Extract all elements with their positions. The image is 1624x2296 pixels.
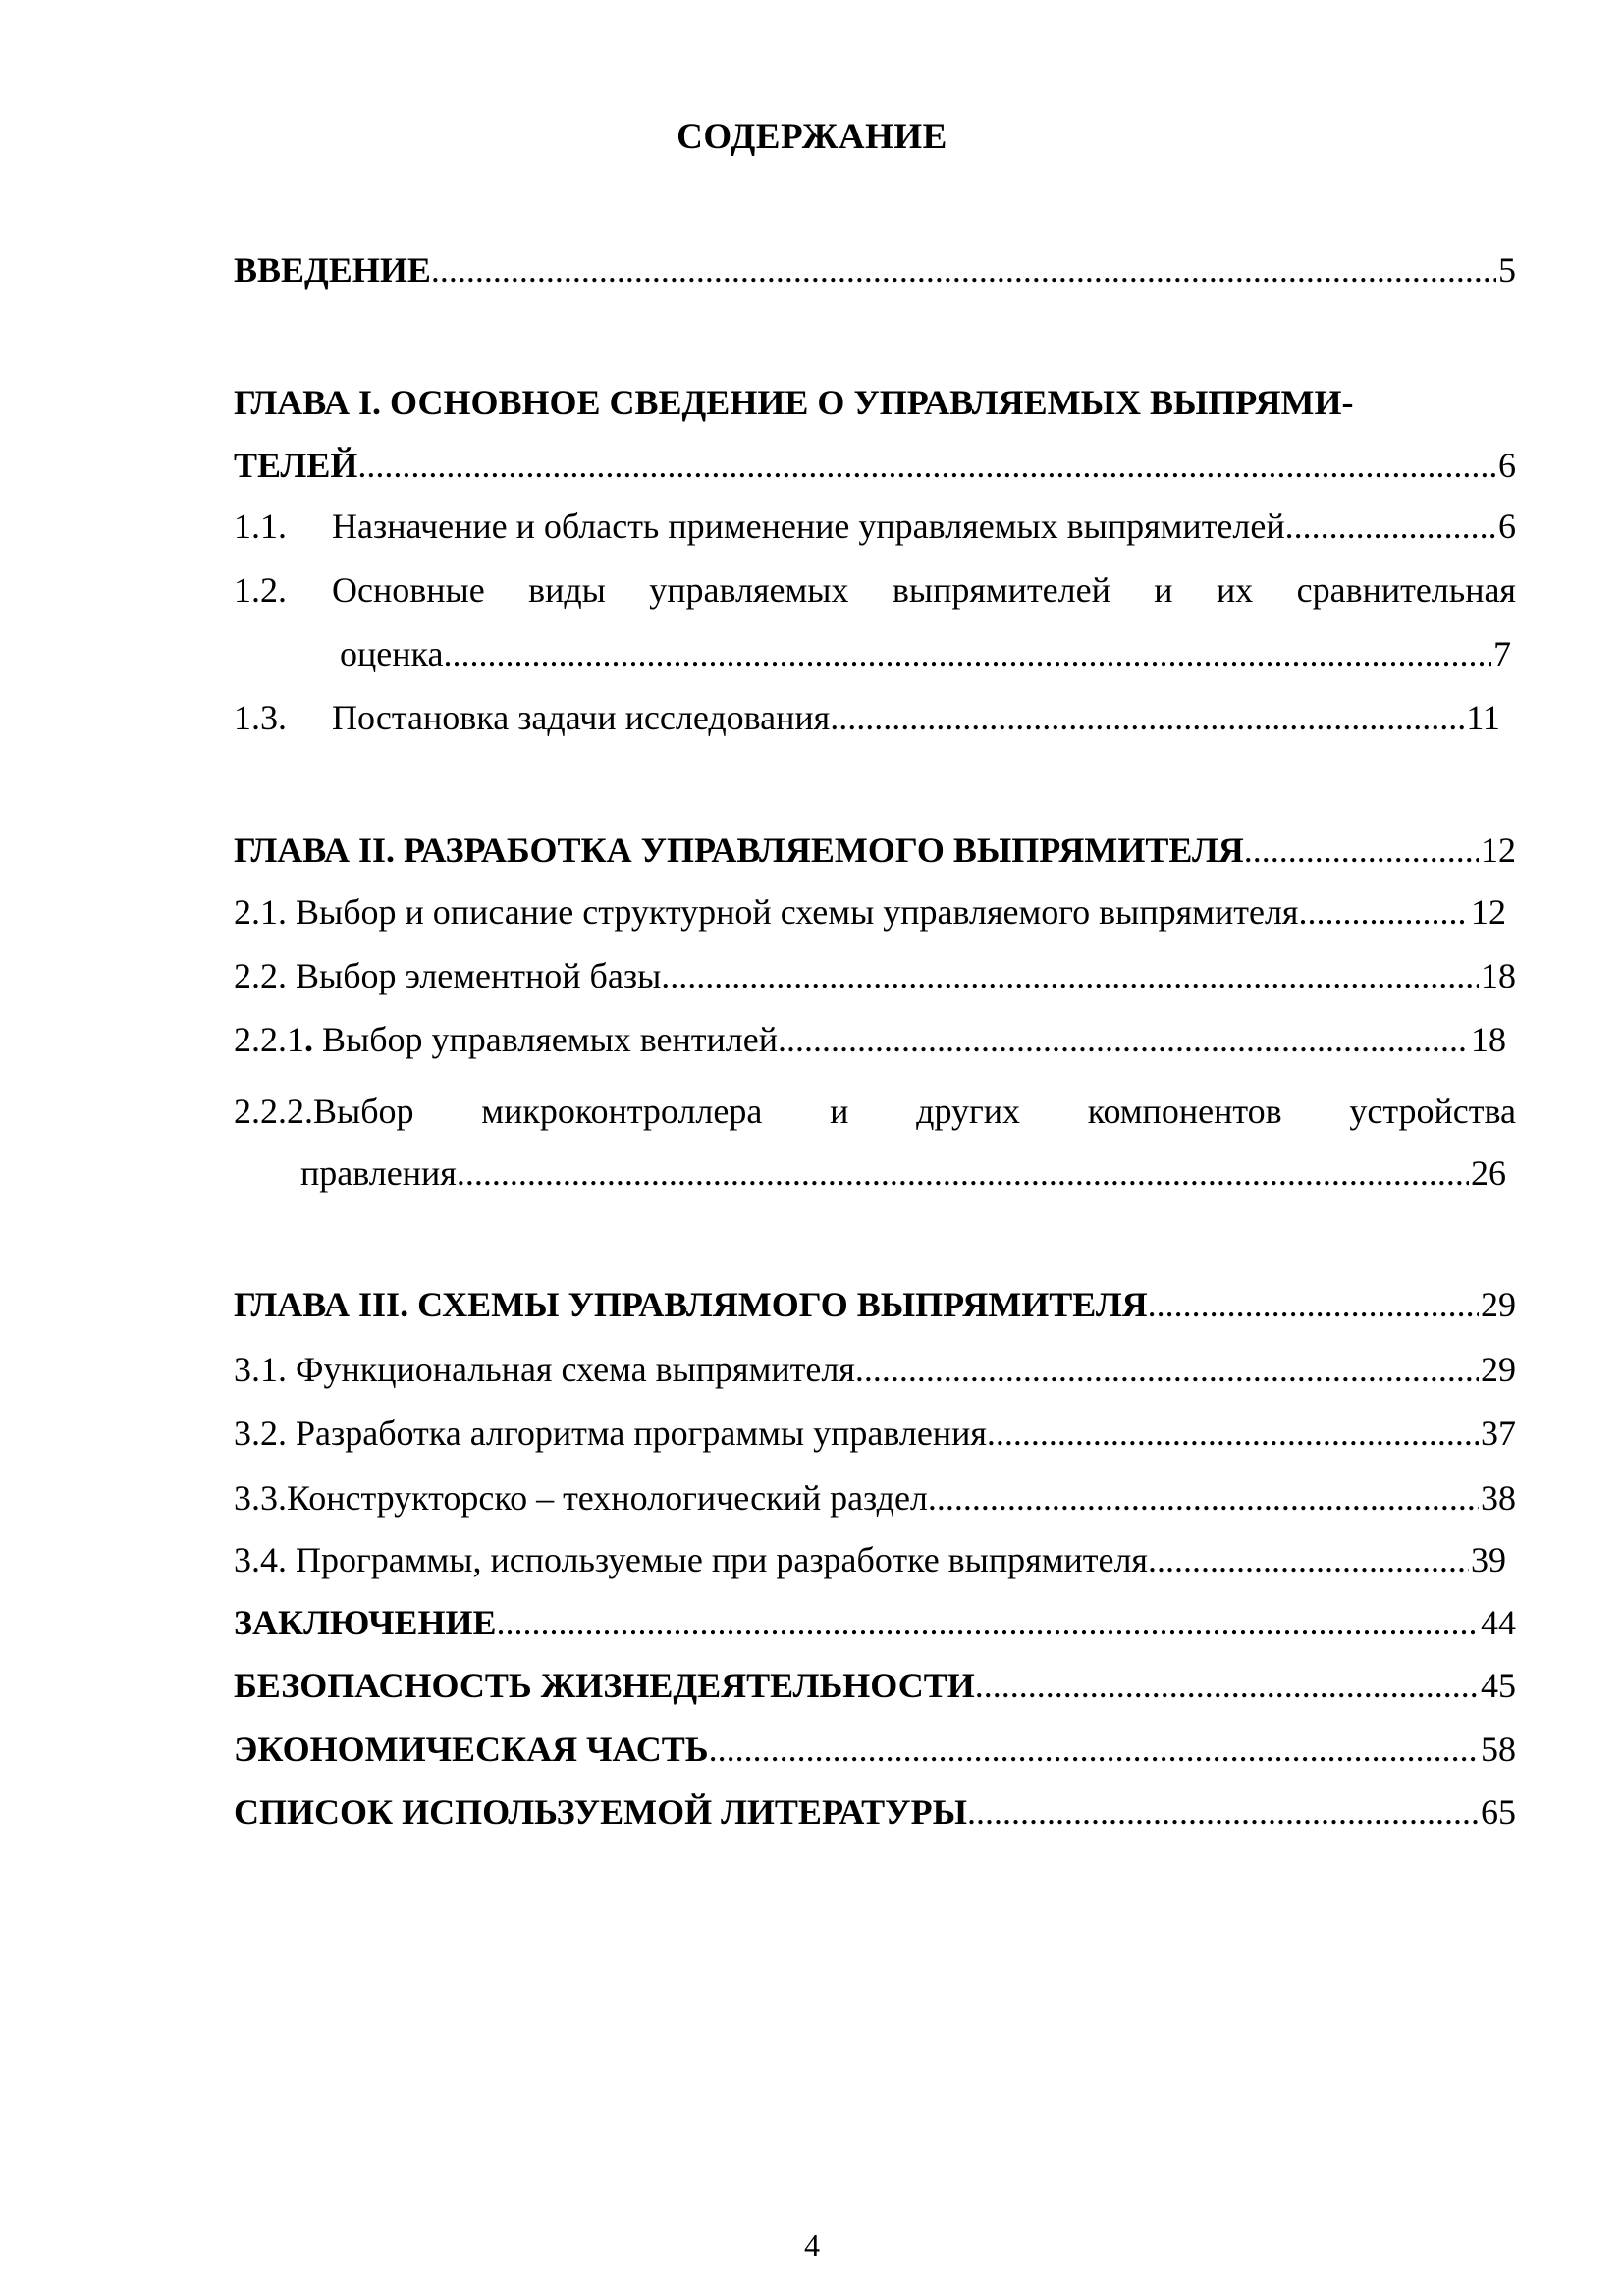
toc-page-number: 12 [1471,892,1506,932]
toc-section-3-3[interactable] [234,1475,1516,1521]
page-number: 4 [804,2227,820,2263]
toc-section-1-2-line2[interactable] [340,631,1511,676]
toc-section-2-2-2-line1[interactable]: 2.2.2.Выбор микроконтроллера и других компонентов устройства [234,1092,1516,1131]
toc-section-text: Выбор управляемых вентилей [313,1020,778,1059]
toc-page-number: 45 [1481,1666,1516,1705]
toc-leader-dots [967,1789,1479,1835]
toc-section-3-2[interactable] [234,1411,1516,1456]
toc-page-number: 6 [1498,446,1516,485]
toc-entry-title: БЕЗОПАСНОСТЬ ЖИЗНЕДЕЯТЕЛЬНОСТИ [234,1666,975,1705]
toc-leader-dots [497,1600,1479,1645]
toc-section-2-2-1[interactable] [234,1017,1506,1062]
toc-section-2-2[interactable] [234,953,1516,998]
toc-entry-title [234,695,830,740]
toc-section-number: 1.3. [234,698,287,737]
toc-leader-dots [1285,504,1496,549]
toc-entry-title: 2.1. Выбор и описание структурной схемы управляемого выпрямителя [234,892,1299,932]
toc-page-number: 37 [1481,1414,1516,1453]
toc-section-text: Основные виды управляемых выпрямителей и их сравнительная [332,570,1516,610]
toc-section-1-1[interactable] [234,504,1516,549]
toc-section-2-1[interactable] [234,889,1506,934]
toc-entry-title [234,504,1285,549]
toc-entry-title [234,1017,778,1062]
toc-section-2-2-2-line2[interactable] [300,1150,1506,1196]
toc-entry-economy[interactable] [234,1727,1516,1772]
toc-page-number: 7 [1493,634,1511,673]
toc-page-number: 18 [1481,956,1516,995]
toc-page-number: 44 [1481,1603,1516,1642]
toc-section-text: Назначение и область применение управляемых выпрямителей [332,507,1285,546]
toc-entry-intro[interactable] [234,247,1516,293]
toc-section-1-3[interactable] [234,695,1500,740]
toc-entry-title: 2.2. Выбор элементной базы [234,956,662,995]
toc-leader-dots [1244,828,1479,873]
toc-leader-dots [661,953,1479,998]
toc-entry-title: 3.3.Конструкторско – технологический раздел [234,1478,928,1518]
toc-leader-dots [830,695,1464,740]
toc-section-number: 1.1. [234,507,287,546]
toc-section-number: 1.2. [234,570,287,610]
toc-chapter-3[interactable] [234,1282,1516,1327]
toc-page-number: 18 [1471,1020,1506,1059]
toc-entry-title: 3.2. Разработка алгоритма программы управления [234,1414,987,1453]
toc-page-number: 6 [1498,507,1516,546]
toc-leader-dots [709,1727,1479,1772]
toc-leader-dots [1148,1282,1479,1327]
toc-chapter-1[interactable] [234,443,1516,488]
toc-page-number: 39 [1471,1540,1506,1579]
toc-entry-title: ГЛАВА III. СХЕМЫ УПРАВЛЯМОГО ВЫПРЯМИТЕЛЯ [234,1285,1148,1324]
toc-page-number: 12 [1481,830,1516,870]
toc-entry-title: ЭКОНОМИЧЕСКАЯ ЧАСТЬ [234,1730,709,1769]
toc-section-text: Постановка задачи исследования [332,698,831,737]
toc-leader-dots [1148,1537,1469,1582]
toc-entry-title: СПИСОК ИСПОЛЬЗУЕМОЙ ЛИТЕРАТУРЫ [234,1792,967,1832]
toc-leader-dots [1298,889,1469,934]
toc-entry-title: 3.1. Функциональная схема выпрямителя [234,1350,855,1389]
toc-page-number: 29 [1481,1350,1516,1389]
toc-page-number: 5 [1498,250,1516,290]
toc-leader-dots [778,1017,1469,1062]
toc-entry-title: ВВЕДЕНИЕ [234,250,431,290]
toc-leader-dots [987,1411,1479,1456]
toc-section-1-2-line1[interactable] [234,567,1516,613]
toc-leader-dots [357,443,1496,488]
toc-entry-title: оценка [340,634,444,673]
toc-chapter-1-heading-line1[interactable]: ГЛАВА I. ОСНОВНОЕ СВЕДЕНИЕ О УПРАВЛЯЕМЫХ ВЫПРЯМИ- [234,383,1354,422]
toc-leader-dots [443,631,1491,676]
toc-entry-references[interactable] [234,1789,1516,1835]
toc-entry-conclusion[interactable] [234,1600,1516,1645]
toc-page-number: 58 [1481,1730,1516,1769]
toc-section-number-dot: . [304,1020,313,1059]
toc-entry-title: правления [300,1153,457,1193]
toc-entry-safety[interactable] [234,1663,1516,1708]
toc-chapter-2[interactable] [234,828,1516,873]
toc-leader-dots [928,1475,1479,1521]
toc-entry-title: 3.4. Программы, используемые при разработке выпрямителя [234,1540,1148,1579]
page-title: СОДЕРЖАНИЕ [677,117,947,157]
toc-section-3-1[interactable] [234,1347,1516,1392]
toc-page-number: 38 [1481,1478,1516,1518]
toc-page-number: 29 [1481,1285,1516,1324]
toc-leader-dots [431,247,1496,293]
toc-entry-title: ТЕЛЕЙ [234,446,358,485]
toc-leader-dots [457,1150,1469,1196]
toc-page-number: 65 [1481,1792,1516,1832]
toc-leader-dots [975,1663,1479,1708]
toc-page-number: 26 [1471,1153,1506,1193]
toc-page-number: 11 [1466,698,1500,737]
toc-entry-title: ЗАКЛЮЧЕНИЕ [234,1603,497,1642]
toc-section-3-4[interactable] [234,1537,1506,1582]
toc-section-number: 2.2.1 [234,1020,304,1059]
toc-leader-dots [855,1347,1479,1392]
toc-entry-title: ГЛАВА II. РАЗРАБОТКА УПРАВЛЯЕМОГО ВЫПРЯМИТЕЛЯ [234,830,1244,870]
